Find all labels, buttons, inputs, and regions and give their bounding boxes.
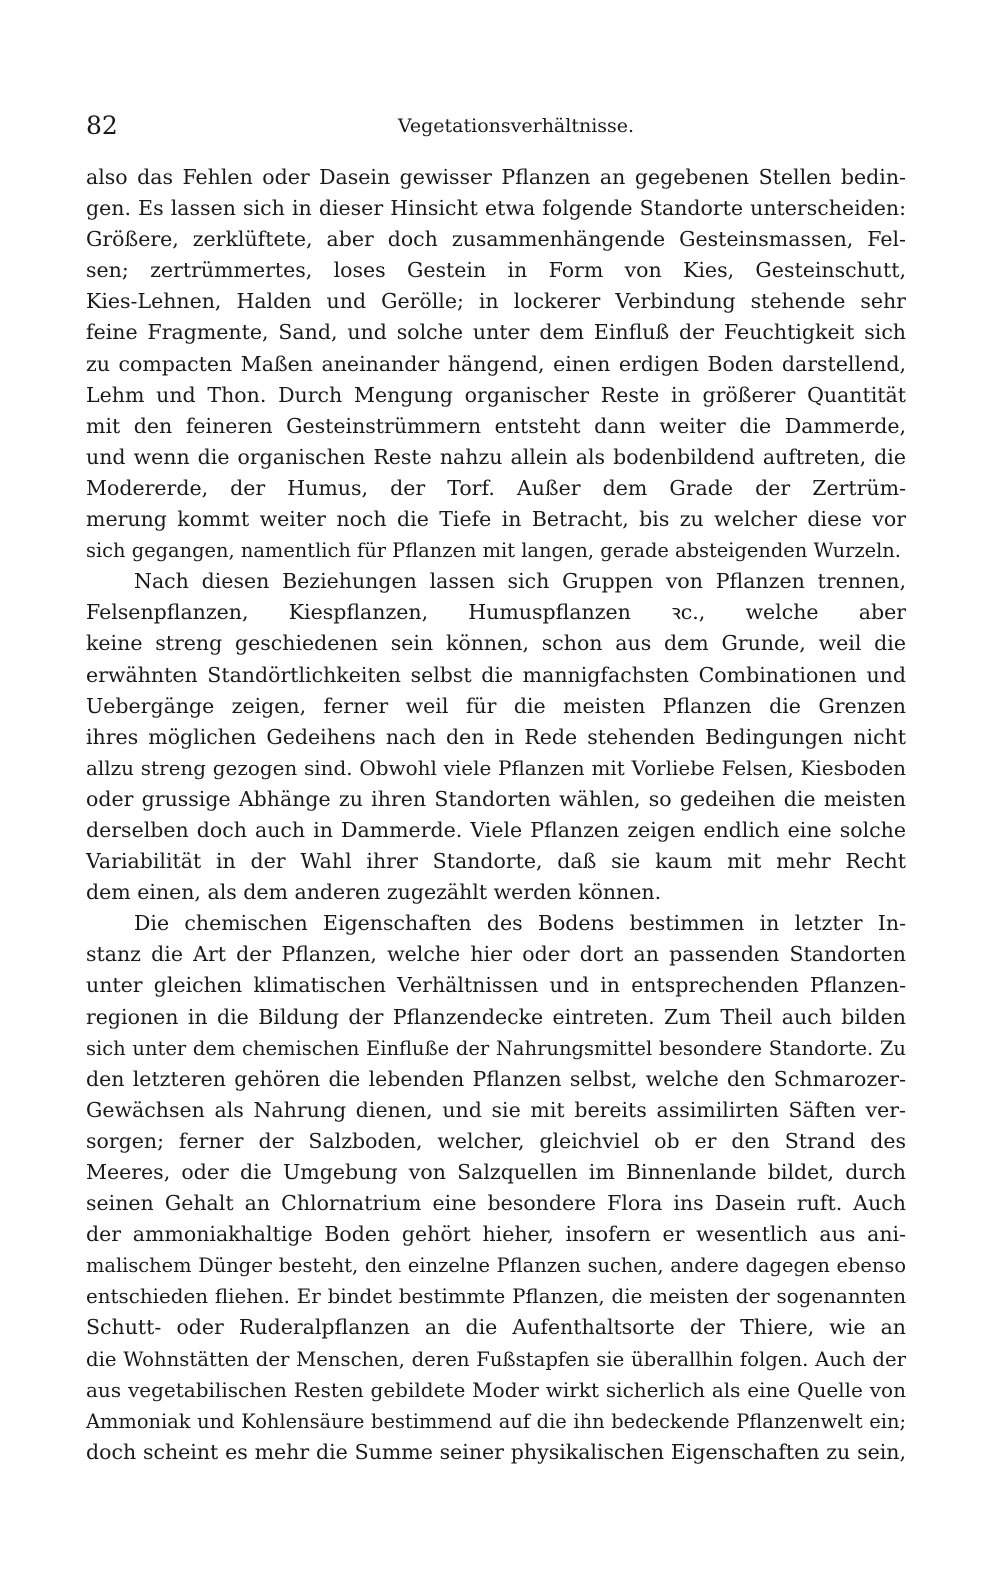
text-line: und wenn die organischen Reste nahzu allein als bodenbildend auftreten, die — [86, 444, 906, 469]
text-line: Ammoniak und Kohlensäure bestimmend auf die ihn bedeckende Pflanzenwelt ein; — [86, 1409, 906, 1433]
text-line: sich unter dem chemischen Einfluße der Nahrungsmittel besondere Standorte. Zu — [86, 1036, 906, 1060]
body-text — [86, 162, 906, 1468]
text-line: sich gegangen, namentlich für Pflanzen mit langen, gerade absteigenden Wurzeln. — [86, 539, 901, 563]
page-number: 82 — [86, 111, 118, 140]
text-line: stanz die Art der Pflanzen, welche hier oder dort an passenden Standorten — [86, 942, 906, 967]
text-line: gen. Es lassen sich in dieser Hinsicht etwa folgende Standorte unterscheiden: — [86, 196, 906, 221]
text-line: Schutt- oder Ruderalpflanzen an die Aufenthaltsorte der Thiere, wie an — [86, 1315, 906, 1340]
text-line: Meeres, oder die Umgebung von Salzquellen im Binnenlande bildet, durch — [86, 1160, 906, 1184]
text-line: Variabilität in der Wahl ihrer Standorte, daß sie kaum mit mehr Recht — [86, 849, 906, 874]
text-line: dem einen, als dem anderen zugezählt werden können. — [86, 880, 662, 905]
text-line: unter gleichen klimatischen Verhältnissen und in entsprechenden Pflanzen- — [86, 973, 906, 998]
text-line: derselben doch auch in Dammerde. Viele Pflanzen zeigen endlich eine solche — [86, 817, 906, 842]
text-line: merung kommt weiter noch die Tiefe in Betracht, bis zu welcher diese vor — [86, 507, 906, 532]
text-line: seinen Gehalt an Chlornatrium eine besondere Flora ins Dasein ruft. Auch — [86, 1191, 906, 1216]
text-line: entschieden fliehen. Er bindet bestimmte Pflanzen, die meisten der sogenannten — [86, 1285, 906, 1309]
text-line: Felsenpflanzen, Kiespflanzen, Humuspflanzen ꝛc., welche aber — [86, 600, 906, 625]
text-line: den letzteren gehören die lebenden Pflanzen selbst, welche den Schmarozer- — [86, 1066, 906, 1091]
text-line: der ammoniakhaltige Boden gehört hieher, insofern er wesentlich aus ani- — [86, 1222, 906, 1247]
text-line: Die chemischen Eigenschaften des Bodens bestimmen in letzter In- — [134, 911, 906, 936]
text-line: malischem Dünger besteht, den einzelne Pflanzen suchen, andere dagegen ebenso — [86, 1254, 906, 1278]
text-line: mit den feineren Gesteinstrümmern entsteht dann weiter die Dammerde, — [86, 413, 906, 438]
text-line: Größere, zerklüftete, aber doch zusammenhängende Gesteinsmassen, Fel- — [86, 227, 906, 252]
text-line: oder grussige Abhänge zu ihren Standorten wählen, so gedeihen die meisten — [86, 786, 906, 811]
text-line: feine Fragmente, Sand, und solche unter dem Einfluß der Feuchtigkeit sich — [86, 320, 906, 345]
text-line: sorgen; ferner der Salzboden, welcher, gleichviel ob er den Strand des — [86, 1128, 906, 1153]
text-line: Lehm und Thon. Durch Mengung organischer Reste in größerer Quantität — [86, 382, 906, 407]
text-line: Nach diesen Beziehungen lassen sich Gruppen von Pflanzen trennen, — [134, 569, 906, 594]
text-line: also das Fehlen oder Dasein gewisser Pflanzen an gegebenen Stellen bedin- — [86, 165, 906, 189]
text-line: Uebergänge zeigen, ferner weil für die meisten Pflanzen die Grenzen — [86, 693, 906, 718]
page-header — [86, 108, 906, 144]
text-line: keine streng geschiedenen sein können, schon aus dem Grunde, weil die — [86, 631, 906, 656]
text-line: erwähnten Standörtlichkeiten selbst die mannigfachsten Combinationen und — [86, 662, 906, 687]
text-line: ihres möglichen Gedeihens nach den in Rede stehenden Bedingungen nicht — [86, 724, 906, 749]
text-line: sen; zertrümmertes, loses Gestein in Form von Kies, Gesteinschutt, — [86, 258, 906, 283]
text-line: Modererde, der Humus, der Torf. Außer dem Grade der Zertrüm- — [86, 475, 906, 500]
text-line: Gewächsen als Nahrung dienen, und sie mit bereits assimilirten Säften ver- — [86, 1097, 906, 1122]
text-line: allzu streng gezogen sind. Obwohl viele Pflanzen mit Vorliebe Felsen, Kiesboden — [86, 755, 906, 780]
text-line: zu compacten Maßen aneinander hängend, einen erdigen Boden darstellend, — [86, 351, 906, 376]
running-head: Vegetationsverhältnisse. — [397, 115, 635, 137]
text-line: doch scheint es mehr die Summe seiner physikalischen Eigenschaften zu sein, — [86, 1439, 906, 1464]
text-line: die Wohnstätten der Menschen, deren Fußstapfen sie überallhin folgen. Auch der — [86, 1347, 906, 1371]
text-line: Kies-Lehnen, Halden und Gerölle; in lockerer Verbindung stehende sehr — [86, 289, 906, 314]
text-line: aus vegetabilischen Resten gebildete Moder wirkt sicherlich als eine Quelle von — [86, 1377, 906, 1402]
text-line: regionen in die Bildung der Pflanzendecke eintreten. Zum Theil auch bilden — [86, 1004, 906, 1029]
